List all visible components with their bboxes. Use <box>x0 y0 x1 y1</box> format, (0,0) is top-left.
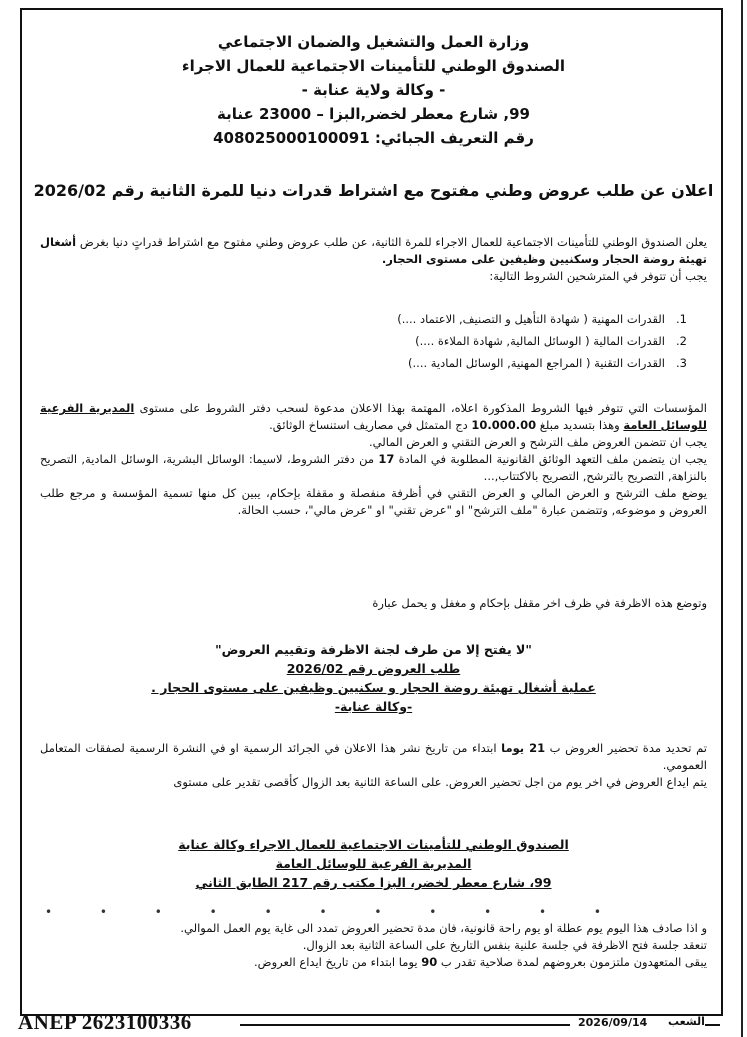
list-item <box>40 352 687 374</box>
deposit-address <box>60 835 687 892</box>
validity-text: يبقى المتعهدون ملتزمون بعروضهم لمدة صلاحية تقدر ب <box>437 955 707 969</box>
deposit-text: يتم ايداع العروض في اخر يوم من اجل تحضير العروض. على الساعة الثانية بعد الزوال كأقصى تقدير على مستوى <box>173 775 707 789</box>
address-line: 99، شارع معطر لخضر، البزا مكتب رقم 217 الطابق الثاني <box>195 875 552 890</box>
envelope-line: عملية أشغال تهيئة روضة الحجار و سكنيين وظيفين على مستوى الحجار . <box>151 680 596 695</box>
list-item <box>40 308 687 330</box>
outer-envelope-note: وتوضع هذه الاظرفة في ظرف اخر مقفل بإحكام و مغفل و يحمل عبارة <box>372 596 707 610</box>
item-text: القدرات التقنية ( المراجع المهنية, الوسائل المادية ....) <box>408 356 665 370</box>
opening-session-note: تنعقد جلسة فتح الاظرفة في جلسة علنية بنفس التاريخ على الساعة الثانية بعد الزوال. <box>302 938 707 952</box>
newspaper-name: الشعب <box>668 1015 705 1028</box>
address-line: الصندوق الوطني للتأمينات الاجتماعية للعمال الاجراء وكالة عنابة <box>178 837 569 852</box>
footer-divider <box>240 1024 570 1026</box>
holiday-note: و اذا صادف هذا اليوم يوم عطلة او يوم راحة قانونية، فان مدة تحضير العروض تمدد الى غاية يوم العمل الموالي. <box>180 921 707 935</box>
conditions-text: دج المتمثل في مصاريف استنساخ الوثائق. <box>269 418 472 432</box>
page-edge-line <box>741 0 743 1037</box>
fund-name: الصندوق الوطني للتأمينات الاجتماعية للعمال الاجراء <box>181 57 566 75</box>
item-text: القدرات المهنية ( شهادة التأهيل و التصنيف, الاعتماد ....) <box>397 312 665 326</box>
list-item <box>40 330 687 352</box>
department-name: المديرية الفرعية للوسائل العامة <box>40 401 707 432</box>
footer-divider <box>705 1024 720 1026</box>
intro-paragraph <box>40 234 707 285</box>
requirements-list <box>40 308 687 374</box>
deadline-text: تم تحديد مدة تحضير العروض ب <box>545 741 707 755</box>
agency-address: 99, شارع معطر لخضر,البزا – 23000 عنابة <box>217 105 530 123</box>
requirements-lead: يجب أن تتوفر في المترشحين الشروط التالية: <box>489 269 707 283</box>
article-number: 17 <box>378 452 395 466</box>
anep-code: ANEP 2623100336 <box>18 1010 192 1034</box>
announcement-title: اعلان عن طلب عروض وطني مفتوح مع اشتراط قدرات دنيا للمرة الثانية رقم 2026/02 <box>33 181 714 200</box>
issuer-header <box>40 30 707 150</box>
item-number: 2. <box>676 334 687 348</box>
item-number: 3. <box>676 356 687 370</box>
envelope-line: "لا يفتح إلا من طرف لجنة الاظرفة وتقييم العروض" <box>215 642 532 657</box>
conditions-paragraph <box>40 400 707 519</box>
deadline-days: 21 يوما <box>501 741 546 755</box>
deadline-text: ابتداء من تاريخ نشر هذا الاعلان في الجرائد الرسمية او في النشرة الرسمية لصفقات المتعامل العمومي. <box>40 741 707 772</box>
envelope-instructions: يوضع ملف الترشح و العرض المالي و العرض التقني في أظرفة منفصلة و مقفلة بإحكام، يبين كل منها تسمية المؤسسة و مرجع طلب العروض و موضوعه, وتتضمن عبارة "ملف الترشح" او "عرض تقني" او "عرض مالي"، حسب الحالة. <box>40 486 707 517</box>
address-line: المديرية الفرعية للوسائل العامة <box>275 856 472 871</box>
validity-days: 90 <box>421 955 438 969</box>
legal-docs-text: يجب ان يتضمن ملف التعهد الوثائق القانونية المطلوبة في المادة <box>394 452 707 466</box>
tax-id: رقم التعريف الجبائي: 408025000100091 <box>213 129 534 147</box>
agency-name: - وكالة ولاية عنابة - <box>301 81 446 99</box>
validity-text: يوما ابتداء من تاريخ ايداع العروض. <box>254 955 422 969</box>
fee-amount: 10.000.00 <box>471 418 537 432</box>
intro-project: أشغال تهيئة روضة الحجار وسكنيين وظيفين على مستوى الحجار. <box>40 235 707 266</box>
publication-footer <box>0 1010 747 1034</box>
envelope-line: -وكالة عنابة- <box>334 699 413 714</box>
deadline-paragraph <box>40 740 707 791</box>
dotted-separator: • • • • • • • • • • • <box>45 905 624 919</box>
intro-text: يعلن الصندوق الوطني للتأمينات الاجتماعية للعمال الاجراء للمرة الثانية، عن طلب عروض وطني مفتوح مع اشتراط قدراتٍ دنيا بغرض <box>76 235 707 249</box>
envelope-label <box>60 640 687 716</box>
conditions-text: وهذا بتسديد مبلغ <box>536 418 624 432</box>
item-number: 1. <box>676 312 687 326</box>
publication-date: 2026/09/14 <box>578 1016 648 1029</box>
item-text: القدرات المالية ( الوسائل المالية, شهادة الملاءة ....) <box>415 334 665 348</box>
envelope-line: طلب العروض رقم 2026/02 <box>286 661 461 676</box>
legal-docs-text: من دفتر الشروط، لاسيما: الوسائل البشرية، الوسائل المادية, التصريح بالنزاهة, التصريح بالترشح, التصريح بالاكتتاب,... <box>40 452 707 483</box>
offer-contents: يجب ان تتضمن العروض ملف الترشح و العرض التقني و العرض المالي. <box>368 435 707 449</box>
conditions-text: المؤسسات التي تتوفر فيها الشروط المذكورة اعلاه، المهتمة بهذا الاعلان مدعوة لسحب دفتر الشروط على مستوى <box>134 401 707 415</box>
closing-paragraph <box>40 920 707 971</box>
ministry-name: وزارة العمل والتشغيل والضمان الاجتماعي <box>217 33 530 51</box>
